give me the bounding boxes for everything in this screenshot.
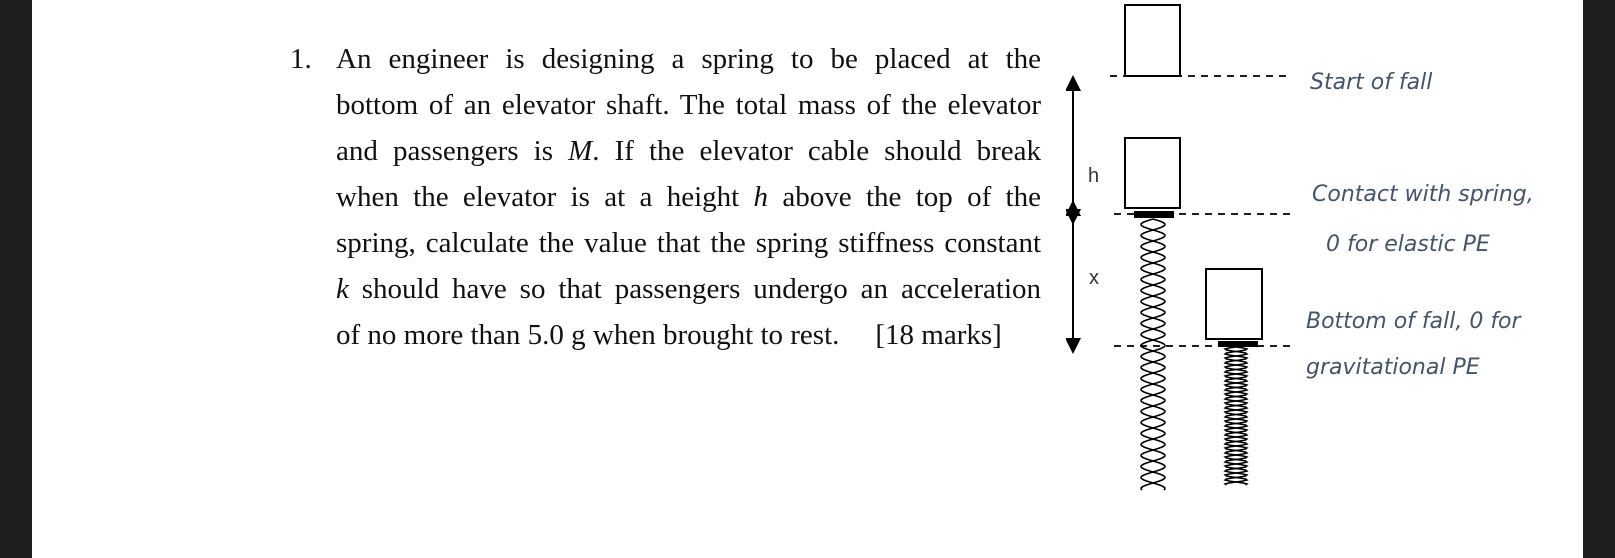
- marks-label: [18 marks]: [875, 319, 1002, 351]
- question-line-4-start: when the elevator is at a height: [336, 181, 754, 213]
- elevator-bottom-box: [1206, 269, 1262, 339]
- spring-2-compressed: [1225, 347, 1247, 485]
- question-line-3-start: and passengers is: [336, 135, 569, 167]
- question-line-6-end: should have so that passengers undergo an acceleration: [348, 273, 1041, 305]
- spring-1-uncompressed: [1141, 219, 1165, 490]
- spring-1-top-plate: [1134, 211, 1174, 218]
- spring-2-top-plate: [1218, 341, 1258, 347]
- question-line-3-end: . If the elevator cable should break: [592, 135, 1042, 167]
- question-line-6: [336, 266, 1041, 312]
- x-label: x: [1089, 267, 1099, 289]
- question-line-3: [336, 128, 1041, 174]
- h-label: h: [1088, 165, 1100, 187]
- question-line-1: An engineer is designing a spring to be placed at the: [336, 43, 1041, 75]
- question-line-7-text: of no more than 5.0 g when brought to rest.: [336, 319, 840, 351]
- variable-k: k: [336, 273, 349, 305]
- question-line-4: [336, 174, 1041, 220]
- question-line-2: bottom of an elevator shaft. The total mass of the elevator: [336, 89, 1041, 121]
- annotation-bottom-of-fall: Bottom of fall, 0 for: [1306, 309, 1521, 334]
- elevator-contact-box: [1125, 138, 1180, 208]
- question-number: 1.: [290, 43, 312, 75]
- variable-M: M: [568, 135, 593, 167]
- question-line-7: [336, 312, 1041, 358]
- variable-h: h: [753, 181, 769, 213]
- elevator-start-box: [1125, 5, 1180, 76]
- annotation-zero-elastic-pe: 0 for elastic PE: [1326, 232, 1490, 257]
- annotation-start-of-fall: Start of fall: [1310, 70, 1433, 95]
- question-line-4-end: above the top of the: [768, 181, 1041, 213]
- question-line-5: spring, calculate the value that the spring stiffness constant: [336, 227, 1041, 259]
- document-page: [32, 0, 1583, 558]
- annotation-contact-with-spring: Contact with spring,: [1312, 182, 1534, 207]
- annotation-zero-gravitational-pe: gravitational PE: [1306, 355, 1480, 380]
